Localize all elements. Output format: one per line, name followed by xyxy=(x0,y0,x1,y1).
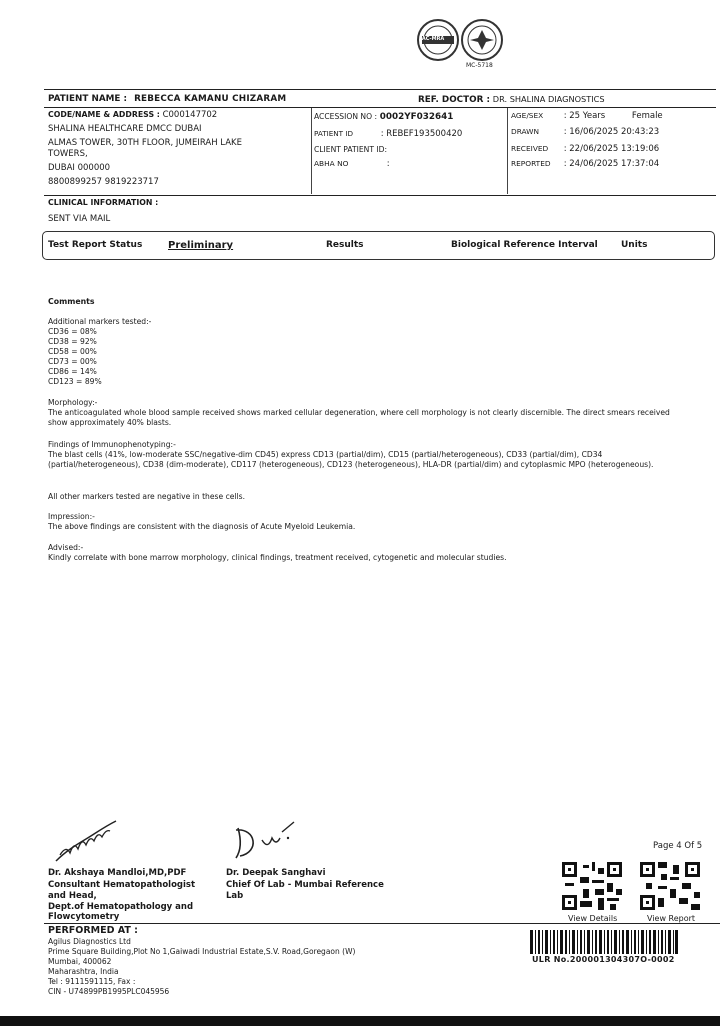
morphology-text: The anticoagulated whole blood sample received shows marked cellular degeneration, where cell morphology is not clearly discernible. The direct smears received show approximately 40% blasts. xyxy=(48,408,670,428)
accession-row xyxy=(314,112,453,122)
marker-item: CD38 = 92% xyxy=(48,337,97,346)
findings-text: The blast cells (41%, low-moderate SSC/negative-dim CD45) express CD13 (partial/dim), CD15 (partial/heterogeneous), CD33 (partial/dim), CD34 (partial/heterogeneous), CD38 (dim-moderate), CD117 (heterogeneous), CD123 (heterogeneous), HLA-DR (partial/dim) and cytoplasmic MPO (heterogeneous). xyxy=(48,450,654,470)
signatory-2-name: Dr. Deepak Sanghavi xyxy=(226,868,326,878)
abha-label: ABHA NO xyxy=(314,159,349,168)
performed-line: Maharashtra, India xyxy=(48,967,119,976)
drawn: : 16/06/2025 20:43:23 xyxy=(563,127,660,137)
patient-name-row xyxy=(48,94,286,104)
advised-text: Kindly correlate with bone marrow morphology, clinical findings, treatment received, cytogenetic and molecular studies. xyxy=(48,553,507,562)
age-sex-row xyxy=(511,111,663,121)
signature-2-image xyxy=(228,818,300,864)
patient-name: REBECCA KAMANU CHIZARAM xyxy=(134,94,287,104)
signatory-1-name: Dr. Akshaya Mandloi,MD,PDF xyxy=(48,868,187,878)
drawn-label: DRAWN xyxy=(511,127,540,136)
signatory-1-title: Consultant Hematopathologist xyxy=(48,880,196,890)
client-code: C000147702 xyxy=(162,110,218,120)
address-line-5: 8800899257 9819223717 xyxy=(48,177,159,187)
ref-doctor-label: REF. DOCTOR : xyxy=(418,95,490,105)
report-status-bar xyxy=(42,231,715,260)
performed-line: CIN - U74899PB1995PLC045956 xyxy=(48,987,170,996)
signatory-1-title: Flowcytometry xyxy=(48,912,120,922)
advised-heading: Advised:- xyxy=(48,543,84,552)
ulr-number: ULR No.200001304307O-0002 xyxy=(532,955,675,964)
marker-item: CD123 = 89% xyxy=(48,377,102,386)
age-sex-label: AGE/SEX xyxy=(511,111,544,120)
performed-line: Agilus Diagnostics Ltd xyxy=(48,937,131,946)
logo-text: IAC-MRA xyxy=(420,36,445,42)
footer-rule xyxy=(44,923,720,924)
received-label: RECEIVED xyxy=(511,144,549,153)
header-mid-rule xyxy=(44,107,716,108)
findings-heading: Findings of Immunophenotyping:- xyxy=(48,440,176,449)
header-divider-2 xyxy=(507,108,508,194)
ref-doctor: DR. SHALINA DIAGNOSTICS xyxy=(492,94,605,104)
performed-label: PERFORMED AT : xyxy=(48,925,138,936)
performed-line: Tel : 9111591115, Fax : xyxy=(48,977,136,986)
clinical-value: SENT VIA MAIL xyxy=(48,214,111,224)
markers-heading: Additional markers tested:- xyxy=(48,317,152,326)
page-bottom-band xyxy=(0,1016,720,1026)
patient-id: : REBEF193500420 xyxy=(380,129,463,139)
client-patient-id-label: CLIENT PATIENT ID: xyxy=(314,145,388,154)
performed-line: Prime Square Building,Plot No 1,Gaiwadi Industrial Estate,S.V. Road,Goregaon (W) xyxy=(48,947,356,956)
interval-header: Biological Reference Interval xyxy=(451,240,598,250)
sex: Female xyxy=(631,111,663,121)
comments-title: Comments xyxy=(48,297,95,306)
age: : 25 Years xyxy=(563,111,606,121)
code-address-label: CODE/NAME & ADDRESS : xyxy=(48,110,160,119)
signatory-2-title: Lab xyxy=(226,891,244,901)
patient-name-label: PATIENT NAME : xyxy=(48,94,127,104)
header-top-rule xyxy=(44,89,716,90)
reported-label: REPORTED xyxy=(511,159,551,168)
client-patient-id-row xyxy=(314,145,387,155)
view-report-qr[interactable] xyxy=(640,862,700,910)
units-header: Units xyxy=(621,240,648,250)
received-row xyxy=(511,144,659,154)
page-number: Page 4 Of 5 xyxy=(653,841,703,851)
signatory-1-title: and Head, xyxy=(48,891,97,901)
abha-row xyxy=(314,159,390,169)
morphology-heading: Morphology:- xyxy=(48,398,98,407)
patient-id-row xyxy=(314,129,462,139)
negative-text: All other markers tested are negative in these cells. xyxy=(48,492,246,501)
signature-1-image xyxy=(52,815,132,865)
status-label: Test Report Status xyxy=(48,240,143,250)
impression-text: The above findings are consistent with the diagnosis of Acute Myeloid Leukemia. xyxy=(48,522,356,531)
clinical-label: CLINICAL INFORMATION : xyxy=(48,198,159,207)
marker-item: CD86 = 14% xyxy=(48,367,97,376)
marker-item: CD36 = 08% xyxy=(48,327,97,336)
accession-no: 0002YF032641 xyxy=(379,112,454,122)
accession-label: ACCESSION NO : xyxy=(314,112,378,121)
marker-item: CD73 = 00% xyxy=(48,357,97,366)
performed-line: Mumbai, 400062 xyxy=(48,957,112,966)
ref-doctor-row xyxy=(418,94,605,105)
address-line-1: SHALINA HEALTHCARE DMCC DUBAI xyxy=(48,124,202,134)
patient-id-label: PATIENT ID xyxy=(314,129,353,138)
view-details-label[interactable]: View Details xyxy=(568,914,618,923)
signatory-1-title: Dept.of Hematopathology and xyxy=(48,902,194,912)
signatory-2-title: Chief Of Lab - Mumbai Reference xyxy=(226,880,384,890)
reported: : 24/06/2025 17:37:04 xyxy=(563,159,660,169)
impression-heading: Impression:- xyxy=(48,512,95,521)
code-row xyxy=(48,110,217,120)
address-line-2: ALMAS TOWER, 30TH FLOOR, JUMEIRAH LAKE xyxy=(48,138,242,148)
abha-value: : xyxy=(386,159,390,169)
view-report-label[interactable]: View Report xyxy=(647,914,696,923)
drawn-row xyxy=(511,127,659,137)
header-bottom-rule xyxy=(44,195,716,196)
barcode xyxy=(530,930,678,954)
status-value: Preliminary xyxy=(168,240,234,251)
marker-item: CD58 = 00% xyxy=(48,347,97,356)
header-divider-1 xyxy=(311,108,312,194)
view-details-qr[interactable] xyxy=(562,862,622,910)
cert-number: MC-5718 xyxy=(466,62,493,69)
received: : 22/06/2025 13:19:06 xyxy=(563,144,660,154)
address-line-3: TOWERS, xyxy=(48,149,88,159)
results-header: Results xyxy=(326,240,364,250)
address-line-4: DUBAI 000000 xyxy=(48,163,111,173)
reported-row xyxy=(511,159,659,169)
